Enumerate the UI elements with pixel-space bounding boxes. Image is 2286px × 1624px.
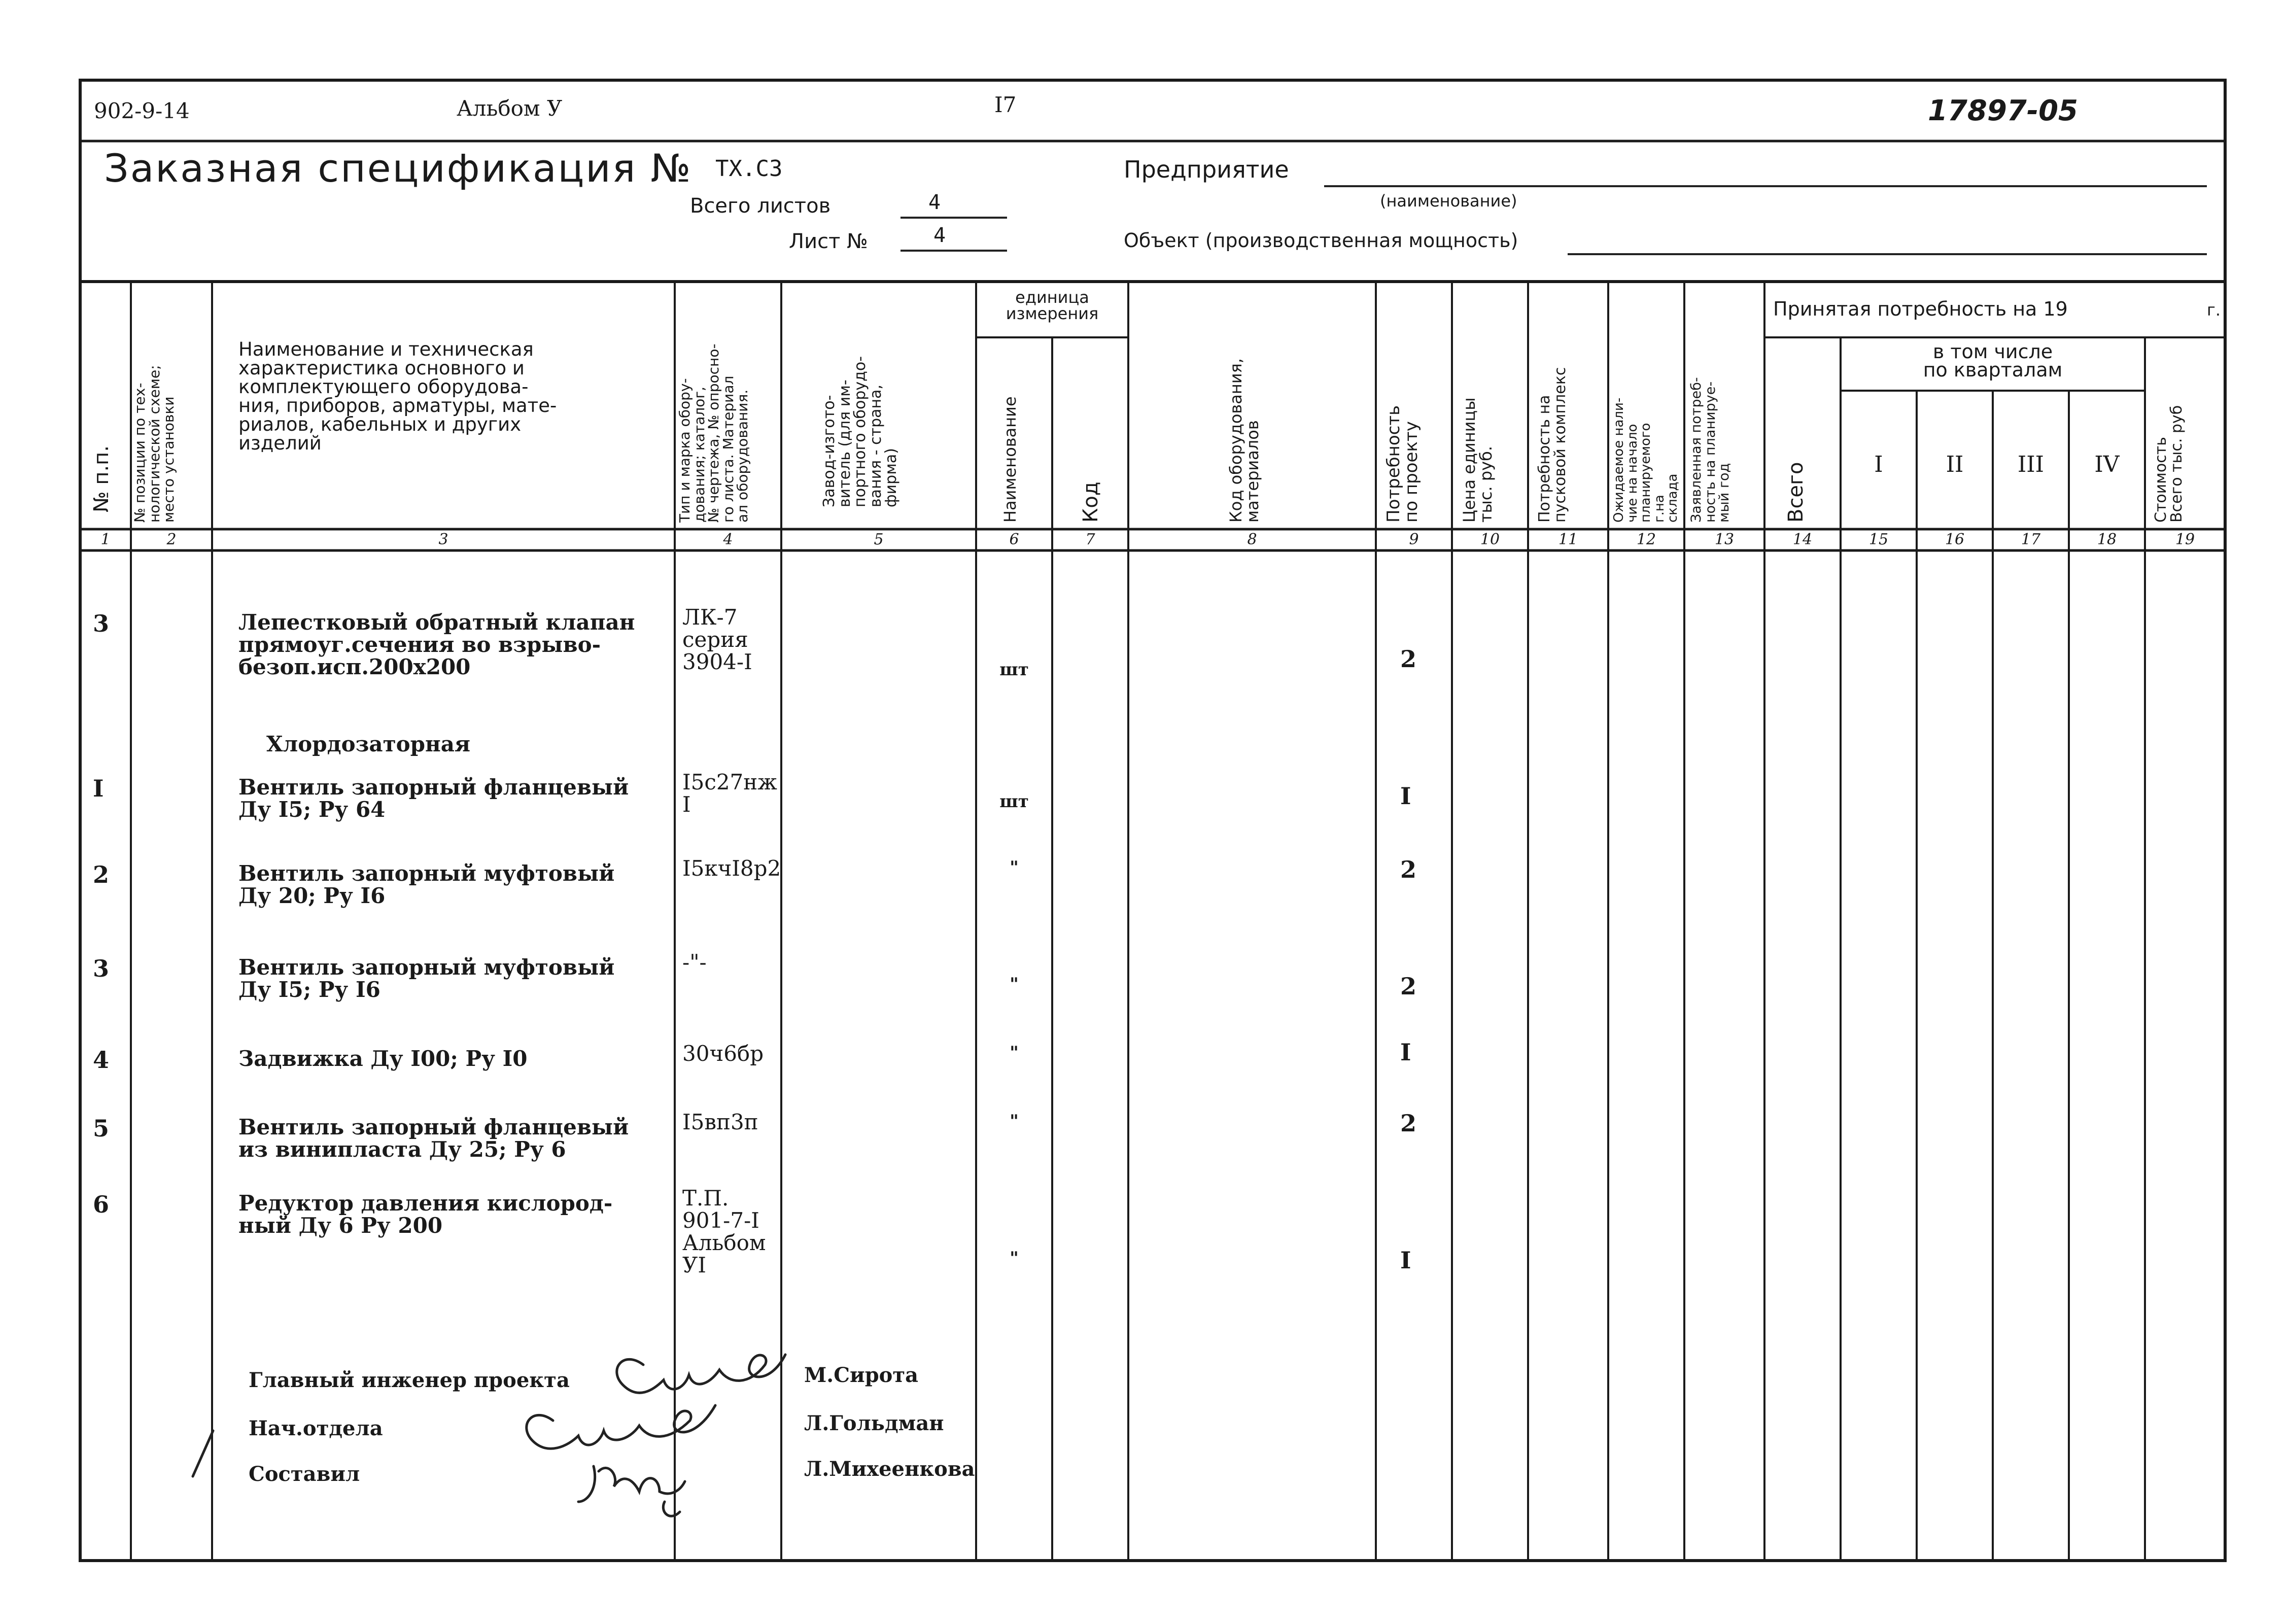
col-header-11: Потребность на пусковой комплекс (1536, 367, 1569, 523)
col-header-2: № позиции по тех- нологической схеме; место установки (131, 365, 178, 523)
column-number: 18 (2097, 531, 2117, 548)
col-header-5: Завод-изгото- витель (для им- портного оборудо- вания - страна, фирма) (820, 356, 900, 507)
col-header-1: № п.п. (90, 445, 113, 512)
col-header-3: Наименование и техническая характеристика основного и комплектующего оборудова- ния, приборов, арматуры, мате- риалов, кабельных и других изделий (238, 338, 557, 454)
item-quantity: I (1400, 782, 1411, 810)
item-quantity: I (1400, 1039, 1411, 1066)
column-number: 6 (1009, 531, 1019, 548)
item-name: Вентиль запорный фланцевый Ду I5; Ру 64 (238, 775, 629, 822)
item-name: Хлордозаторная (266, 732, 470, 756)
signature-role: Составил (249, 1462, 360, 1486)
spec-number: ТХ.С3 (715, 156, 783, 182)
item-type: I5вп3п (682, 1110, 758, 1134)
signature-name: М.Сирота (804, 1363, 919, 1387)
total-sheets-value: 4 (928, 191, 941, 214)
item-unit: " (1010, 974, 1019, 994)
item-quantity: 2 (1400, 1110, 1417, 1137)
col-header-19: Стоимость Всего тыс. руб (2152, 405, 2186, 523)
item-name: Задвижка Ду I00; Ру I0 (238, 1046, 528, 1071)
column-number: 2 (166, 531, 177, 548)
column-number: 14 (1792, 531, 1813, 548)
item-name: Вентиль запорный фланцевый из винипласта Ду 25; Ру 6 (238, 1115, 629, 1162)
item-quantity: 2 (1400, 645, 1417, 673)
signature-name: Л.Гольдман (804, 1411, 944, 1435)
column-number: 13 (1714, 531, 1735, 548)
column-number: 10 (1480, 531, 1500, 548)
item-name: Редуктор давления кислород- ный Ду 6 Ру 200 (238, 1191, 613, 1238)
accepted-header: Принятая потребность на 19 (1773, 298, 2068, 320)
object-line (1568, 236, 2207, 255)
album-label: Альбом У (457, 96, 563, 121)
item-unit: " (1010, 1043, 1019, 1063)
row-number: 3 (93, 955, 110, 982)
column-number: 15 (1868, 531, 1889, 548)
accepted-header-year-unit: г. (2207, 300, 2221, 320)
column-number: 19 (2175, 531, 2195, 548)
col-header-6: Наименование (1000, 396, 1020, 523)
col-header-8: Код оборудования, материалов (1226, 358, 1262, 523)
sheet-value: 4 (933, 224, 946, 247)
item-quantity: 2 (1400, 856, 1417, 883)
item-name: Лепестковый обратный клапан прямоуг.сечения во взрыво- безоп.исп.200х200 (238, 610, 635, 680)
quarter-2-header: II (1946, 452, 1964, 477)
column-number: 5 (874, 531, 884, 548)
item-type: ЛК-7 серия 3904-I (682, 605, 752, 675)
item-unit: шт (999, 660, 1029, 680)
col-header-4: Тип и марка обору- дования; каталог, № чертежа, № опросно- го листа. Материал ал оборудования. (676, 343, 751, 523)
column-number: 8 (1247, 531, 1257, 548)
signature-role: Главный инженер проекта (249, 1368, 570, 1392)
row-number: 6 (93, 1191, 110, 1218)
row-number: 3 (93, 610, 110, 637)
col-header-14: Всего (1784, 462, 1808, 523)
spec-title: Заказная спецификация № (104, 146, 692, 191)
item-type: I5с27нж I (682, 770, 777, 817)
column-number: 9 (1409, 531, 1419, 548)
enterprise-line (1324, 165, 2207, 187)
column-number: 4 (723, 531, 733, 548)
sheet-label: Лист № (789, 230, 868, 253)
total-sheets-line (900, 195, 1007, 219)
row-number: 4 (93, 1046, 110, 1074)
quarters-header: в том числе по кварталам (1923, 340, 2063, 382)
total-sheets-label: Всего листов (690, 194, 831, 218)
col-header-7: Код (1079, 481, 1102, 523)
item-type: 30ч6бр (682, 1041, 764, 1066)
item-type: I5кчI8р2 (682, 856, 781, 881)
signature-name: Л.Михеенкова (804, 1457, 975, 1481)
item-unit: шт (999, 791, 1029, 812)
item-name: Вентиль запорный муфтовый Ду 20; Ру I6 (238, 861, 615, 909)
object-label: Объект (производственная мощность) (1124, 229, 1518, 252)
column-number: 17 (2021, 531, 2041, 548)
item-unit: " (1010, 1111, 1019, 1131)
item-unit: " (1010, 857, 1019, 878)
sheet-line (900, 228, 1007, 252)
item-type: -"- (682, 950, 707, 975)
item-quantity: 2 (1400, 973, 1417, 1000)
column-number: 11 (1558, 531, 1578, 548)
row-number: I (93, 775, 104, 802)
drawing-number: 17897-05 (1928, 94, 2078, 127)
col-header-10: Цена единицы тыс. руб. (1460, 397, 1496, 523)
item-name: Вентиль запорный муфтовый Ду I5; Ру I6 (238, 955, 615, 1003)
item-type: Т.П. 901-7-I Альбом УI (682, 1186, 766, 1278)
quarter-4-header: IV (2094, 452, 2120, 477)
column-number: 1 (100, 531, 111, 548)
row-number: 2 (93, 861, 110, 888)
col-header-12: Ожидаемое нали- чие на начало планируемого г.на склада (1611, 397, 1681, 523)
sheet-number: I7 (994, 92, 1017, 117)
enterprise-hint: (наименование) (1380, 191, 1517, 211)
enterprise-label: Предприятие (1124, 156, 1289, 183)
unit-group-header: единица измерения (1006, 288, 1099, 323)
quarter-3-header: III (2017, 452, 2045, 477)
row-number: 5 (93, 1115, 110, 1142)
column-number: 7 (1085, 531, 1095, 548)
column-number: 3 (438, 531, 448, 548)
column-number: 16 (1945, 531, 1965, 548)
item-unit: " (1010, 1248, 1019, 1268)
col-header-9: Потребность по проекту (1383, 405, 1422, 523)
column-number: 12 (1636, 531, 1656, 548)
quarter-1-header: I (1874, 452, 1883, 477)
item-quantity: I (1400, 1247, 1411, 1274)
doc-code: 902-9-14 (94, 98, 190, 123)
col-header-13: Заявленная потреб- ность на планируе- мый год (1688, 377, 1733, 523)
signature-role: Нач.отдела (249, 1416, 383, 1440)
